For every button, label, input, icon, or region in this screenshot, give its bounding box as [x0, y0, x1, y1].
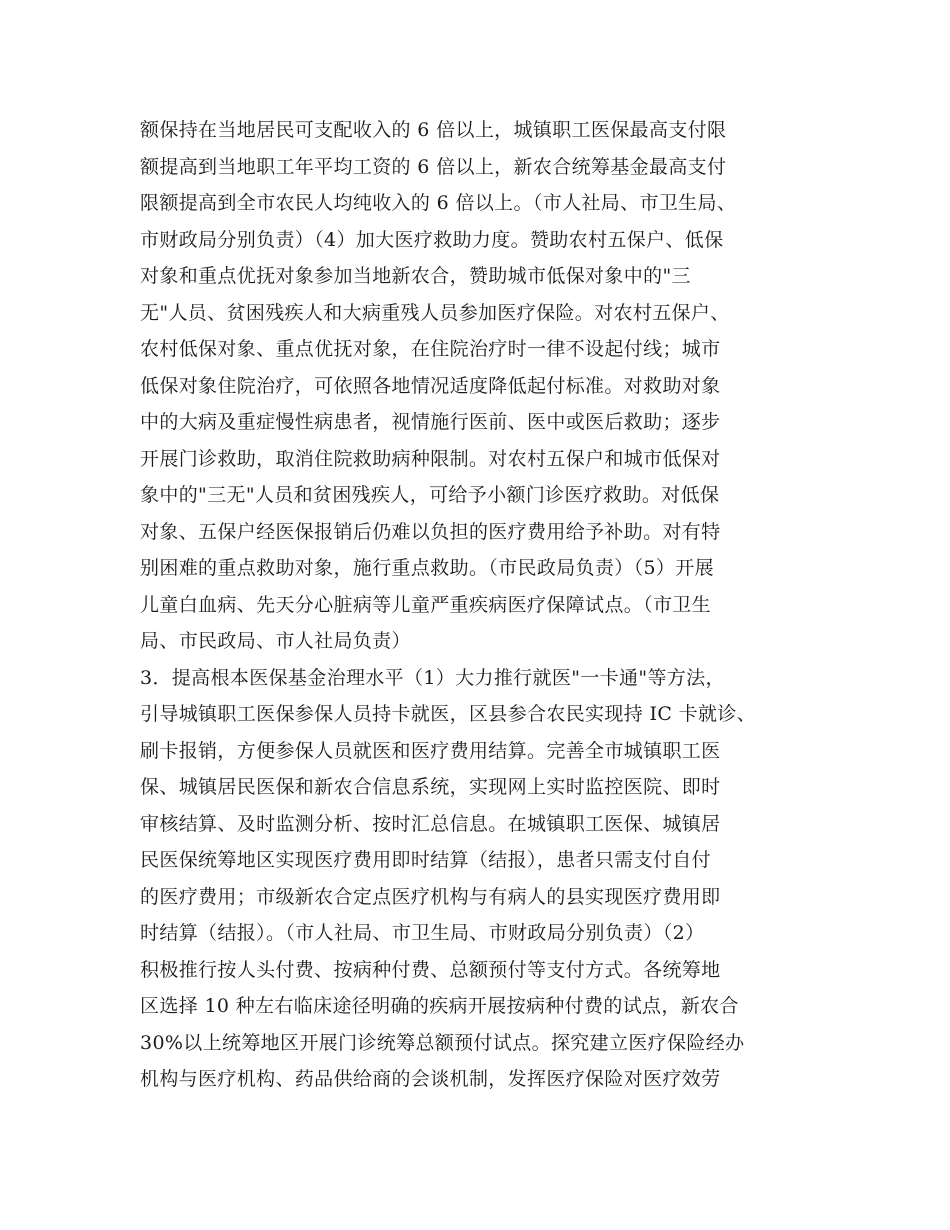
text-line: 3．提高根本医保基金治理水平（1）大力推行就医"一卡通"等方法， [140, 666, 725, 689]
text-line: 刷卡报销，方便参保人员就医和医疗费用结算。完善全市城镇职工医 [140, 739, 721, 762]
text-line: 额保持在当地居民可支配收入的 6 倍以上，城镇职工医保最高支付限 [140, 119, 727, 141]
text-line: 时结算（结报）。（市人社局、市卫生局、市财政局分别负责）（2） [140, 922, 705, 944]
text-line: 对象、五保户经医保报销后仍难以负担的医疗费用给予补助。对有特 [140, 520, 721, 543]
text-line: 引导城镇职工医保参保人员持卡就医，区县参合农民实现持 IC 卡就诊、 [140, 703, 757, 725]
text-line: 民医保统筹地区实现医疗费用即时结算（结报），患者只需支付自付 [140, 849, 712, 871]
text-line: 中的大病及重症慢性病患者，视情施行医前、医中或医后救助；逐步 [140, 411, 721, 433]
text-line: 开展门诊救助，取消住院救助病种限制。对农村五保户和城市低保对 [140, 447, 721, 470]
text-line: 无"人员、贫困残疾人和大病重残人员参加医疗保险。对农村五保户、 [140, 301, 730, 324]
text-line: 农村低保对象、重点优抚对象，在住院治疗时一律不设起付线；城市 [140, 338, 721, 360]
text-line: 机构与医疗机构、药品供给商的会谈机制，发挥医疗保险对医疗效劳 [140, 1068, 721, 1090]
text-line: 象中的"三无"人员和贫困残疾人，可给予小额门诊医疗救助。对低保 [140, 484, 720, 506]
text-line: 别困难的重点救助对象，施行重点救助。（市民政局负责）（5）开展 [140, 557, 714, 579]
text-line: 区选择 10 种左右临床途径明确的疾病开展按病种付费的试点，新农合 [140, 995, 739, 1017]
text-line: 低保对象住院治疗，可依照各地情况适度降低起付标准。对救助对象 [140, 374, 721, 397]
text-line: 儿童白血病、先天分心脏病等儿童严重疾病医疗保障试点。（市卫生 [140, 593, 712, 616]
text-line: 积极推行按人头付费、按病种付费、总额预付等支付方式。各统筹地 [140, 958, 721, 981]
text-line: 局、市民政局、市人社局负责） [140, 630, 411, 652]
text-line: 30%以上统筹地区开展门诊统筹总额预付试点。探究建立医疗保险经办 [140, 1031, 745, 1054]
text-line: 限额提高到全市农民人均纯收入的 6 倍以上。（市人社局、市卫生局、 [140, 192, 737, 214]
text-line: 保、城镇居民医保和新农合信息系统，实现网上实时监控医院、即时 [140, 776, 721, 798]
text-line: 额提高到当地职工年平均工资的 6 倍以上，新农合统筹基金最高支付 [140, 155, 727, 178]
text-line: 的医疗费用；市级新农合定点医疗机构与有病人的县实现医疗费用即 [140, 885, 721, 908]
text-line: 市财政局分别负责）（4）加大医疗救助力度。赞助农村五保户、低保 [140, 228, 724, 251]
document-body [140, 112, 840, 1098]
text-line: 审核结算、及时监测分析、按时汇总信息。在城镇职工医保、城镇居 [140, 812, 721, 835]
text-line: 对象和重点优抚对象参加当地新农合，赞助城市低保对象中的"三 [140, 265, 691, 287]
